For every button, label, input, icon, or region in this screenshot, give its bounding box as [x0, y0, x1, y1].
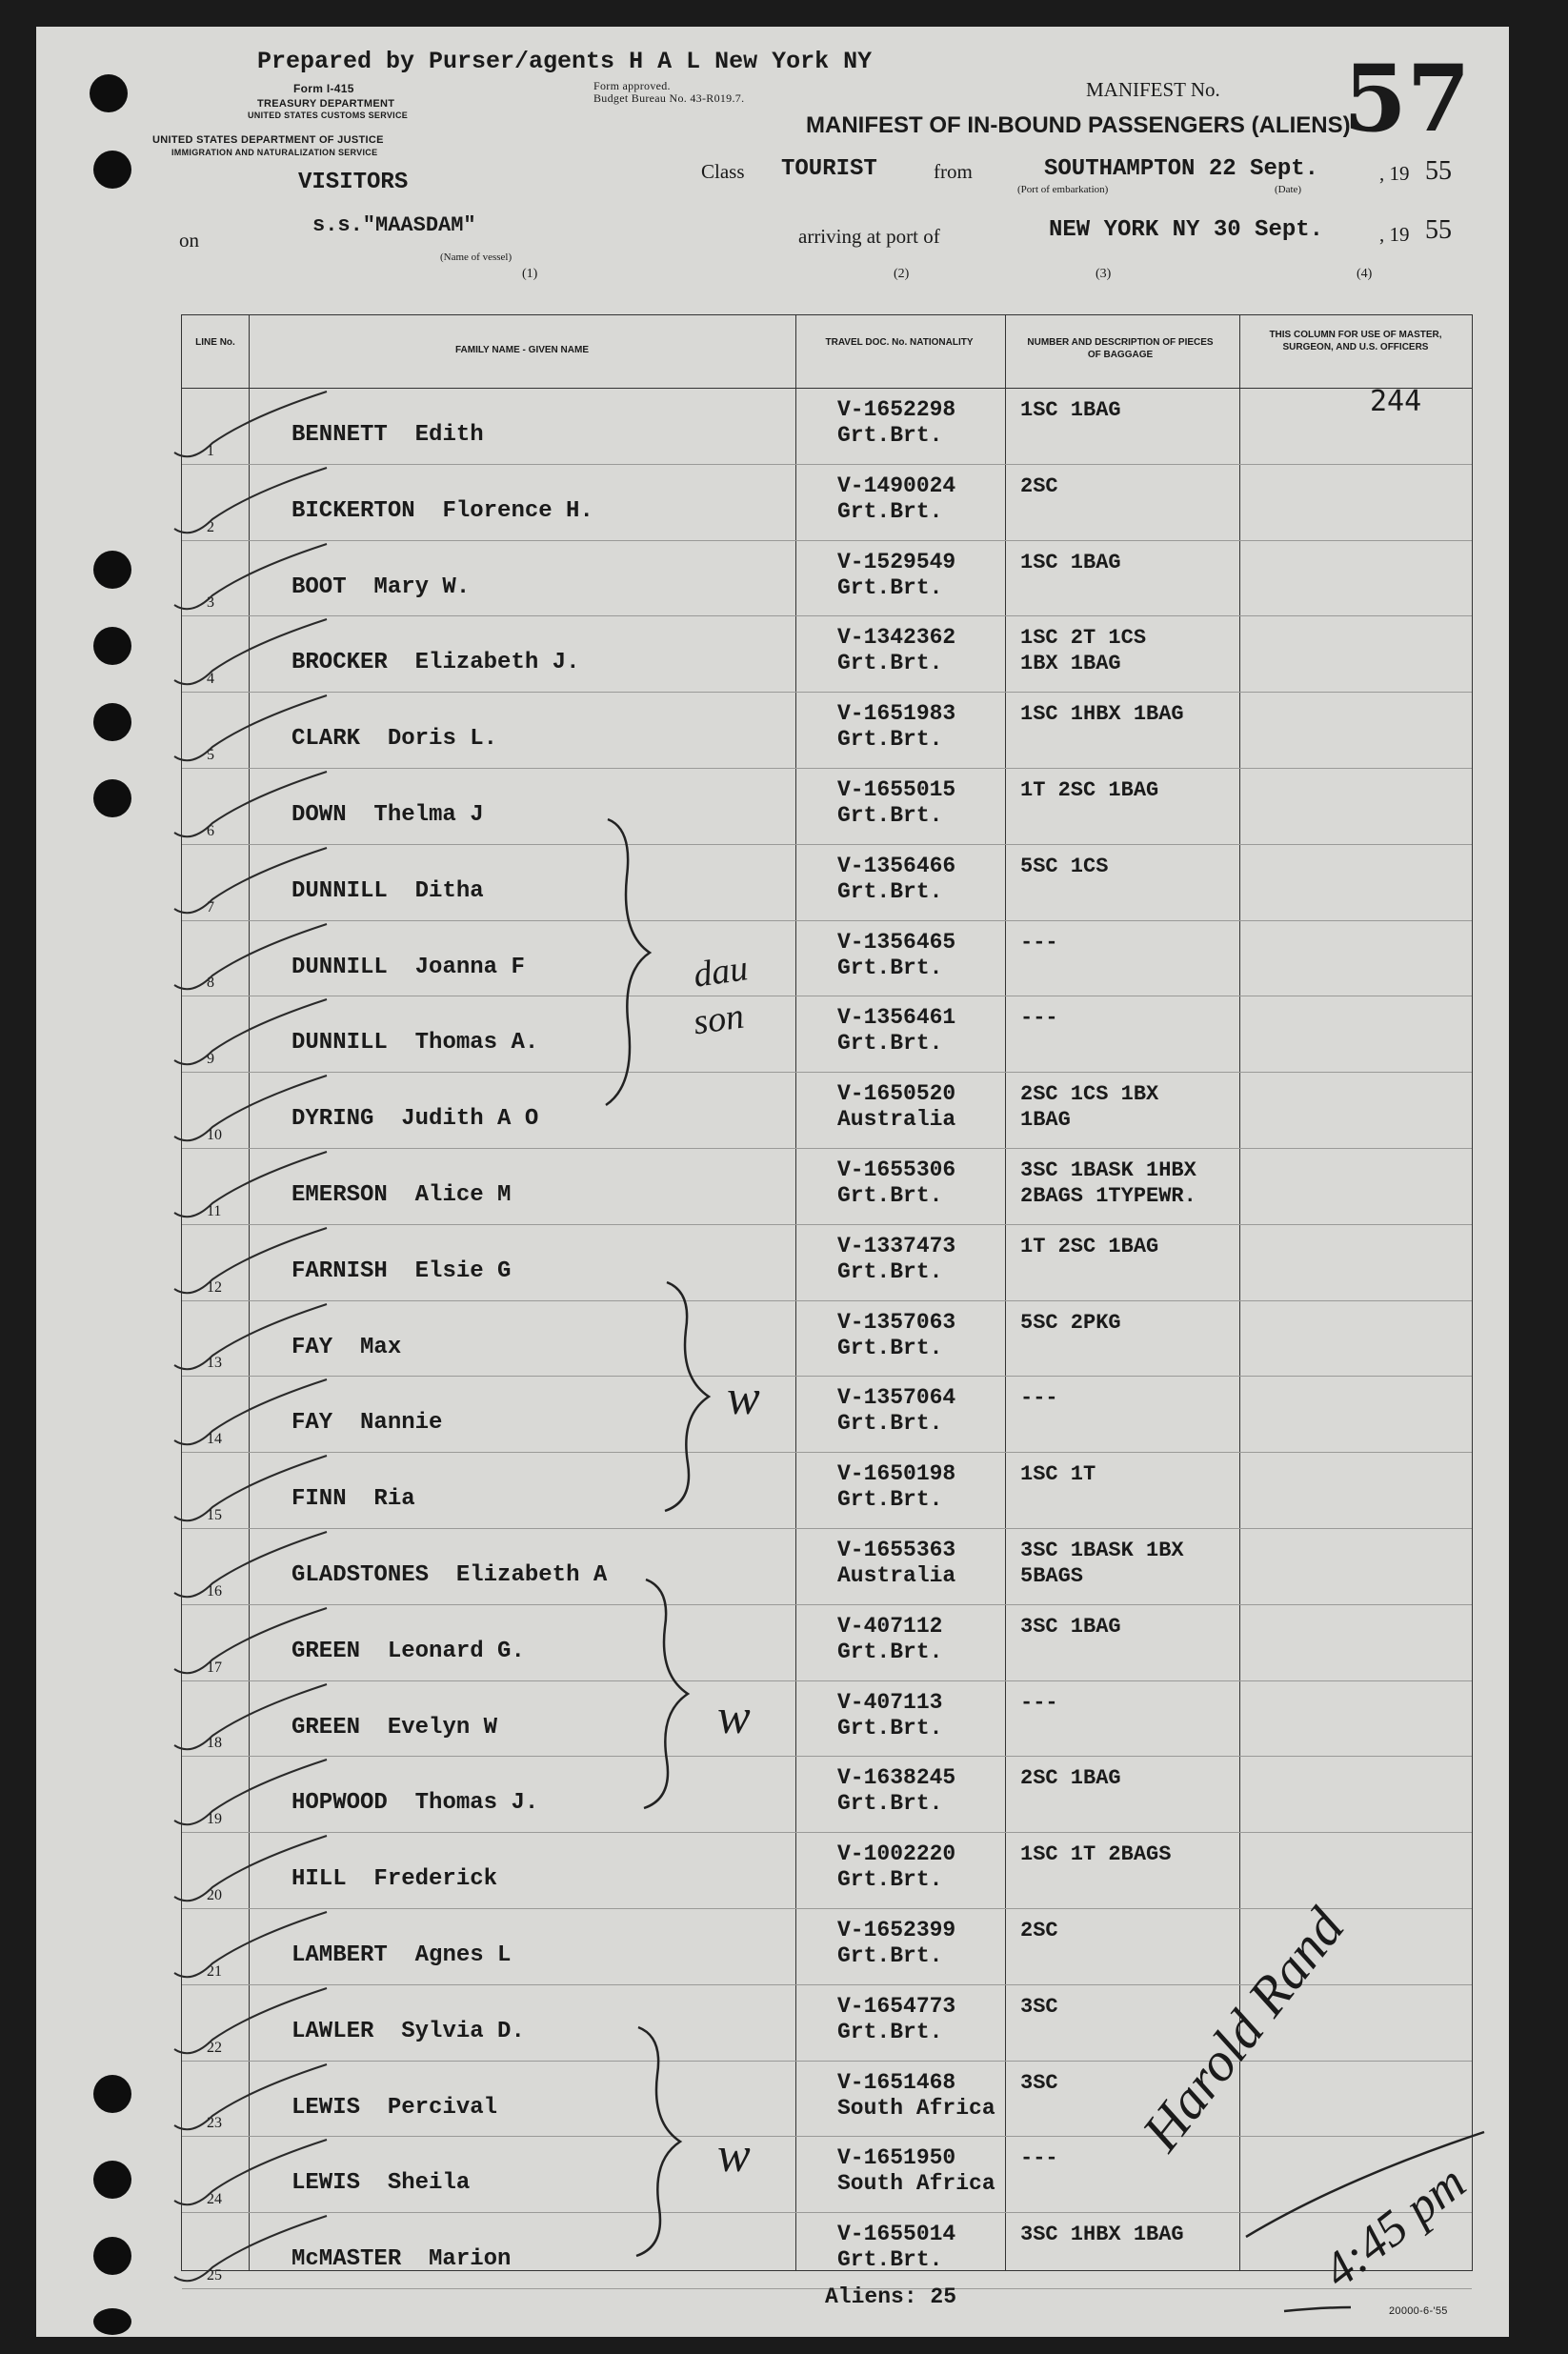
baggage-line-1: 3SC: [1020, 2070, 1058, 2095]
line-number: 2: [207, 518, 214, 535]
family-name: GREEN: [291, 1638, 361, 1664]
line-number: 14: [207, 1431, 222, 1448]
family-name: LEWIS: [291, 2170, 361, 2197]
doc-number: V-1356465: [837, 929, 956, 955]
nationality: Grt.Brt.: [837, 1791, 943, 1817]
doc-number: V-1490024: [837, 473, 956, 498]
nationality: Grt.Brt.: [837, 423, 943, 448]
line-number: 7: [207, 898, 214, 915]
baggage-line-1: 3SC 1HBX 1BAG: [1020, 2223, 1184, 2247]
nationality: Grt.Brt.: [837, 955, 943, 980]
given-name: Mary W.: [373, 573, 471, 600]
line-number: 9: [207, 1051, 214, 1068]
col-num-4: (4): [1357, 267, 1373, 281]
given-name: Thomas J.: [414, 1790, 539, 1817]
wife-note-3: w: [717, 2128, 751, 2183]
line-number: 17: [207, 1659, 222, 1676]
nationality: Grt.Brt.: [837, 878, 943, 904]
port-caption: (Port of embarkation): [1017, 184, 1109, 195]
baggage-line-1: 2SC: [1020, 473, 1058, 498]
family-name: GREEN: [291, 1714, 361, 1740]
doc-number: V-1337473: [837, 1233, 956, 1258]
wife-note-2: w: [717, 1690, 751, 1744]
embark-year: 55: [1425, 156, 1452, 186]
nationality: Grt.Brt.: [837, 1335, 943, 1360]
baggage-line-2: 5BAGS: [1020, 1564, 1084, 1588]
line-number: 3: [207, 594, 214, 612]
doc-number: V-407112: [837, 1613, 943, 1639]
given-name: Percival: [387, 2094, 498, 2121]
line-number: 22: [207, 2039, 222, 2056]
header-name: FAMILY NAME - GIVEN NAME: [454, 345, 589, 355]
line-number: 5: [207, 746, 214, 763]
manifest-no-label: MANIFEST No.: [1086, 78, 1220, 101]
family-name: DYRING: [291, 1106, 374, 1133]
given-name: Elizabeth A: [455, 1562, 608, 1588]
given-name: Ria: [373, 1486, 415, 1513]
baggage-line-1: 1SC 1T 2BAGS: [1020, 1842, 1172, 1867]
nationality: Grt.Brt.: [837, 1487, 943, 1513]
nationality: Grt.Brt.: [837, 1639, 943, 1664]
given-name: Doris L.: [387, 726, 498, 753]
family-name: FAY: [291, 1410, 333, 1437]
nationality: Grt.Brt.: [837, 727, 943, 753]
baggage-line-1: 3SC 1BAG: [1020, 1614, 1121, 1639]
line-number: 21: [207, 1962, 222, 1980]
nationality: Grt.Brt.: [837, 1411, 943, 1437]
given-name: Judith A O: [401, 1106, 539, 1133]
family-name: CLARK: [291, 726, 361, 753]
baggage-line-1: ---: [1020, 2146, 1058, 2171]
nationality: Grt.Brt.: [837, 651, 943, 676]
class-label: Class: [701, 160, 745, 183]
line-number: 24: [207, 2191, 222, 2208]
given-name: Sheila: [387, 2170, 471, 2197]
arrival-port: NEW YORK NY 30 Sept.: [1049, 217, 1324, 243]
family-name: FINN: [291, 1486, 347, 1513]
nationality: Australia: [837, 1563, 956, 1588]
doc-number: V-407113: [837, 1689, 943, 1715]
doc-number: V-1655015: [837, 777, 956, 802]
doc-number: V-1652399: [837, 1918, 956, 1942]
family-name: FARNISH: [291, 1257, 388, 1284]
given-name: Thomas A.: [414, 1030, 539, 1056]
nationality: Grt.Brt.: [837, 1715, 943, 1740]
baggage-line-1: 5SC 1CS: [1020, 854, 1109, 878]
baggage-line-1: 1SC 1BAG: [1020, 398, 1121, 422]
family-name: FAY: [291, 1334, 333, 1360]
on-label: on: [179, 229, 199, 251]
given-name: Ditha: [414, 877, 484, 904]
col-num-3: (3): [1096, 267, 1112, 281]
manifest-title: MANIFEST OF IN-BOUND PASSENGERS (ALIENS): [806, 112, 1351, 138]
budget-bureau: Budget Bureau No. 43-R019.7.: [593, 91, 745, 105]
signature: Harold Rand: [1129, 1897, 1357, 2163]
family-name: DUNNILL: [291, 877, 388, 904]
nationality: Grt.Brt.: [837, 1943, 943, 1968]
given-name: Alice M: [414, 1182, 512, 1208]
baggage-line-1: 5SC 2PKG: [1020, 1310, 1121, 1335]
dau-note: dau: [691, 948, 751, 996]
baggage-line-2: 2BAGS 1TYPEWR.: [1020, 1184, 1196, 1208]
given-name: Nannie: [360, 1410, 443, 1437]
header-line-no: LINE No.: [195, 337, 235, 348]
class-value: TOURIST: [781, 156, 877, 182]
col-num-1: (1): [522, 267, 538, 281]
baggage-line-1: 2SC 1BAG: [1020, 1766, 1121, 1791]
doc-number: V-1002220: [837, 1841, 956, 1867]
family-name: DUNNILL: [291, 1030, 388, 1056]
nationality: Grt.Brt.: [837, 574, 943, 600]
family-name: BENNETT: [291, 422, 388, 448]
visitors-label: VISITORS: [298, 170, 409, 195]
baggage-line-1: ---: [1020, 1386, 1058, 1411]
doc-number: V-1356461: [837, 1005, 956, 1031]
nationality: Australia: [837, 1107, 956, 1133]
nationality: Grt.Brt.: [837, 1867, 943, 1893]
immigration-service: IMMIGRATION AND NATURALIZATION SERVICE: [171, 148, 378, 157]
nationality: Grt.Brt.: [837, 1031, 943, 1056]
given-name: Evelyn W: [387, 1714, 498, 1740]
given-name: Thelma J: [373, 802, 484, 828]
line-number: 1: [207, 442, 214, 459]
line-number: 23: [207, 2115, 222, 2132]
year-prefix: , 19: [1379, 162, 1410, 185]
brace-marks: [36, 27, 1509, 2337]
baggage-line-1: 1SC 1T: [1020, 1462, 1096, 1487]
doc-number: V-1654773: [837, 1993, 956, 2019]
time-note: 4:45 pm: [1313, 2155, 1477, 2299]
line-number: 19: [207, 1811, 222, 1828]
given-name: Agnes L: [414, 1942, 512, 1968]
manifest-number: 57: [1343, 45, 1471, 152]
nationality: Grt.Brt.: [837, 2019, 943, 2044]
line-number: 16: [207, 1582, 222, 1600]
line-number: 18: [207, 1735, 222, 1752]
family-name: McMASTER: [291, 2246, 402, 2273]
family-name: LAMBERT: [291, 1942, 388, 1968]
given-name: Frederick: [373, 1866, 498, 1893]
col-num-2: (2): [894, 267, 910, 281]
given-name: Sylvia D.: [401, 2018, 525, 2044]
baggage-line-1: ---: [1020, 930, 1058, 955]
family-name: LAWLER: [291, 2018, 374, 2044]
arrival-year: 55: [1425, 215, 1452, 245]
doc-number: V-1655306: [837, 1157, 956, 1182]
family-name: LEWIS: [291, 2094, 361, 2121]
family-name: BOOT: [291, 573, 347, 600]
baggage-line-1: 3SC 1BASK 1BX: [1020, 1539, 1184, 1562]
prepared-by: Prepared by Purser/agents H A L New York NY: [257, 48, 873, 75]
baggage-line-2: 1BAG: [1020, 1108, 1071, 1133]
nationality: Grt.Brt.: [837, 1258, 943, 1284]
baggage-line-1: ---: [1020, 1690, 1058, 1715]
wife-note-1: w: [727, 1371, 760, 1425]
vessel-caption: (Name of vessel): [440, 251, 513, 263]
header-baggage: NUMBER AND DESCRIPTION OF PIECES OF BAGGAGE: [1027, 337, 1214, 360]
line-number: 10: [207, 1126, 222, 1143]
treasury-dept: TREASURY DEPARTMENT: [257, 98, 395, 110]
given-name: Florence H.: [442, 497, 593, 524]
line-number: 4: [207, 671, 214, 688]
nationality: Grt.Brt.: [837, 803, 943, 828]
header-travel-doc: TRAVEL DOC. No. NATIONALITY: [825, 337, 974, 348]
given-name: Elsie G: [414, 1257, 512, 1284]
manifest-page: [36, 27, 1509, 2337]
family-name: HOPWOOD: [291, 1790, 388, 1817]
family-name: DUNNILL: [291, 954, 388, 980]
year-prefix-2: , 19: [1379, 223, 1410, 246]
line-number: 6: [207, 822, 214, 839]
baggage-line-1: 1SC 1HBX 1BAG: [1020, 702, 1184, 727]
baggage-line-1: 2SC 1CS 1BX: [1020, 1082, 1159, 1107]
from-label: from: [934, 160, 973, 183]
arriving-label: arriving at port of: [798, 225, 940, 248]
line-number: 25: [207, 2266, 222, 2284]
form-approved: Form approved.: [593, 79, 671, 92]
doc-number: V-1655363: [837, 1538, 956, 1562]
baggage-line-1: 1T 2SC 1BAG: [1020, 1234, 1159, 1258]
doc-number: V-1655014: [837, 2222, 956, 2247]
justice-dept: UNITED STATES DEPARTMENT OF JUSTICE: [152, 134, 384, 146]
form-number: Form I-415: [293, 82, 354, 95]
vessel-name: s.s."MAASDAM": [312, 213, 476, 237]
line-number: 15: [207, 1506, 222, 1523]
nationality: South Africa: [837, 2171, 995, 2197]
embarkation: SOUTHAMPTON 22 Sept.: [1044, 156, 1319, 182]
baggage-line-1: 1T 2SC 1BAG: [1020, 778, 1159, 802]
family-name: HILL: [291, 1866, 347, 1893]
baggage-line-1: 1SC 2T 1CS: [1020, 626, 1147, 651]
baggage-line-1: ---: [1020, 1006, 1058, 1031]
nationality: Grt.Brt.: [837, 498, 943, 524]
line-number: 13: [207, 1355, 222, 1372]
given-name: Marion: [429, 2246, 512, 2273]
header-officers: THIS COLUMN FOR USE OF MASTER, SURGEON, AND U.S. OFFICERS: [1269, 330, 1442, 352]
family-name: DOWN: [291, 802, 347, 828]
line-number: 12: [207, 1278, 222, 1296]
doc-number: V-1650520: [837, 1081, 956, 1107]
doc-number: V-1356466: [837, 853, 956, 878]
doc-number: V-1342362: [837, 625, 956, 651]
baggage-line-2: 1BX 1BAG: [1020, 652, 1121, 676]
given-name: Joanna F: [414, 954, 525, 980]
given-name: Elizabeth J.: [414, 650, 580, 676]
date-caption: (Date): [1275, 184, 1302, 195]
baggage-line-1: 2SC: [1020, 1919, 1058, 1942]
given-name: Leonard G.: [387, 1638, 525, 1664]
line-number: 8: [207, 975, 214, 992]
baggage-line-1: 3SC: [1020, 1994, 1058, 2019]
aliens-count: Aliens: 25: [825, 2284, 957, 2309]
family-name: EMERSON: [291, 1182, 388, 1208]
doc-number: V-1357063: [837, 1309, 956, 1335]
doc-number: V-1650198: [837, 1461, 956, 1487]
line-number: 20: [207, 1886, 222, 1903]
son-note: son: [691, 996, 747, 1043]
baggage-line-1: 1SC 1BAG: [1020, 550, 1121, 574]
doc-number: V-1652298: [837, 397, 956, 422]
given-name: Edith: [414, 422, 484, 448]
nationality: South Africa: [837, 2095, 995, 2121]
doc-number: V-1651983: [837, 701, 956, 727]
doc-number: V-1651468: [837, 2069, 956, 2095]
nationality: Grt.Brt.: [837, 2247, 943, 2273]
officer-mark: 244: [1370, 385, 1422, 418]
doc-number: V-1357064: [837, 1385, 956, 1411]
line-number: 11: [207, 1202, 222, 1219]
doc-number: V-1529549: [837, 549, 956, 574]
nationality: Grt.Brt.: [837, 1183, 943, 1208]
doc-number: V-1651950: [837, 2145, 956, 2171]
given-name: Max: [360, 1334, 402, 1360]
family-name: BROCKER: [291, 650, 388, 676]
family-name: GLADSTONES: [291, 1562, 430, 1588]
customs-service: UNITED STATES CUSTOMS SERVICE: [248, 111, 409, 120]
family-name: BICKERTON: [291, 497, 415, 524]
baggage-line-1: 3SC 1BASK 1HBX: [1020, 1158, 1196, 1182]
print-code: 20000-6-'55: [1389, 2305, 1448, 2317]
doc-number: V-1638245: [837, 1765, 956, 1791]
